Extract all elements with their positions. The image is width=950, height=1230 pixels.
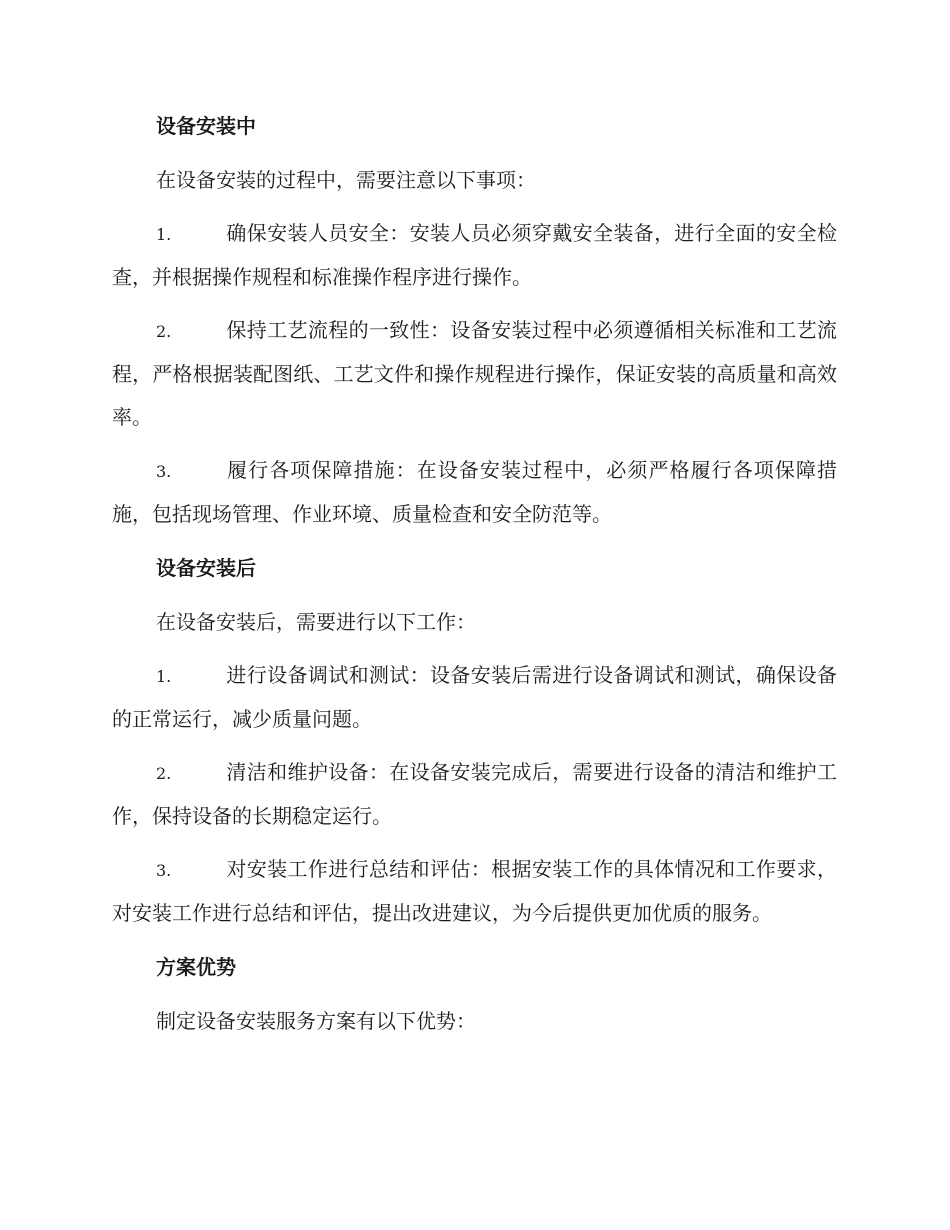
section-heading: 方案优势 xyxy=(156,955,236,979)
document-body xyxy=(112,104,837,1053)
list-item xyxy=(112,309,837,439)
list-item xyxy=(112,654,837,741)
section-intro: 在设备安装后，需要进行以下工作： xyxy=(156,610,476,634)
list-item-text: 对安装工作进行总结和评估：根据安装工作的具体情况和工作要求，对安装工作进行总结和评估，提出改进建议，为今后提供更加优质的服务。 xyxy=(112,857,837,925)
section-heading: 设备安装中 xyxy=(156,114,256,138)
list-item-text: 履行各项保障措施：在设备安装过程中，必须严格履行各项保障措施，包括现场管理、作业环境、质量检查和安全防范等。 xyxy=(112,458,837,526)
list-item xyxy=(112,449,837,536)
list-item xyxy=(112,212,837,299)
list-number: 3. xyxy=(156,462,172,481)
list-number: 1. xyxy=(156,667,172,686)
list-number: 1. xyxy=(156,225,172,244)
section-heading: 设备安装后 xyxy=(156,556,256,580)
list-item-text: 确保安装人员安全：安装人员必须穿戴安全装备，进行全面的安全检查，并根据操作规程和标准操作程序进行操作。 xyxy=(112,221,837,289)
list-number: 3. xyxy=(156,861,172,880)
list-item xyxy=(112,848,837,935)
list-item-text: 保持工艺流程的一致性：设备安装过程中必须遵循相关标准和工艺流程，严格根据装配图纸、工艺文件和操作规程进行操作，保证安装的高质量和高效率。 xyxy=(112,318,837,429)
list-item-text: 进行设备调试和测试：设备安装后需进行设备调试和测试，确保设备的正常运行，减少质量问题。 xyxy=(112,663,837,731)
list-number: 2. xyxy=(156,322,172,341)
section-intro: 制定设备安装服务方案有以下优势： xyxy=(156,1009,476,1033)
section-intro: 在设备安装的过程中，需要注意以下事项： xyxy=(156,168,536,192)
list-item xyxy=(112,751,837,838)
list-item-text: 清洁和维护设备：在设备安装完成后，需要进行设备的清洁和维护工作，保持设备的长期稳定运行。 xyxy=(112,760,837,828)
list-number: 2. xyxy=(156,764,172,783)
